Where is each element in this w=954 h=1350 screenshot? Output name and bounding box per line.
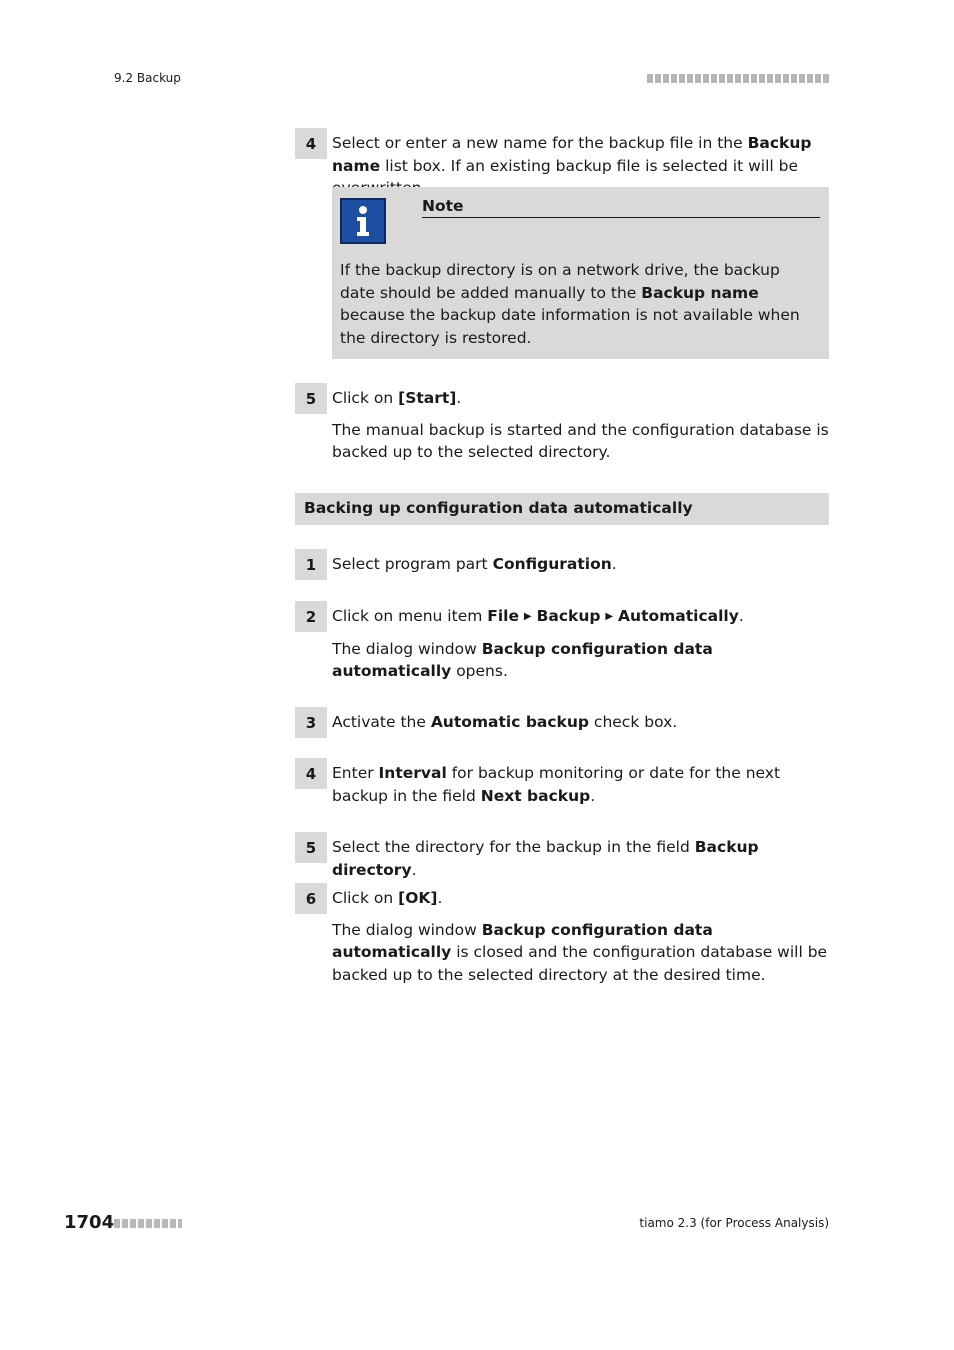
step-text [332, 387, 830, 464]
step-text [332, 836, 830, 881]
ui-term: Backup configuration data automatically [332, 639, 713, 680]
text: Click on [332, 889, 399, 907]
step-number: 2 [295, 601, 327, 632]
ui-term: Next backup [480, 786, 591, 805]
step-text [332, 762, 830, 807]
note-body [340, 259, 810, 349]
ui-term: Interval [378, 764, 447, 782]
footer-decoration [114, 1219, 182, 1228]
ui-term: Backup name [641, 283, 759, 302]
step-text [332, 887, 830, 986]
section-title: Backing up configuration data automatically [304, 499, 693, 517]
step-result: The manual backup is started and the configuration database is backed up to the selected directory. [332, 420, 829, 461]
step-number: 5 [295, 383, 327, 414]
text: list box. If an existing backup file is selected it will be [385, 156, 799, 175]
text: Enter [332, 764, 379, 782]
step-text [332, 605, 830, 683]
ui-term: Backup configuration data automatically [332, 920, 713, 961]
text: is closed and the configuration database will be backed up to the selected directory at the desired time. [332, 943, 828, 984]
menu-arrow-icon: ▶ [523, 611, 532, 622]
step-number: 4 [295, 128, 327, 159]
ui-term: Automatically [618, 607, 739, 625]
header-decoration [647, 74, 829, 83]
text: If the backup directory is on a network drive, the backup date should be added manually to the [340, 261, 780, 302]
text: . [437, 889, 443, 907]
ui-term: File [487, 607, 519, 625]
step-number: 5 [295, 832, 327, 863]
text: Click on menu item [332, 607, 488, 625]
step-text [332, 711, 830, 734]
page-number: 1704 [64, 1212, 115, 1233]
text: . [738, 607, 744, 625]
text: Activate the [332, 713, 431, 731]
note-box [332, 187, 829, 359]
text: . [590, 786, 596, 805]
info-icon [340, 198, 386, 244]
ui-term: Configuration [492, 555, 612, 573]
text: . [611, 555, 617, 573]
step-number: 1 [295, 549, 327, 580]
ui-term: [Start] [398, 389, 457, 407]
text: check box. [589, 713, 678, 731]
note-title: Note [422, 197, 820, 218]
product-name: tiamo 2.3 (for Process Analysis) [639, 1216, 829, 1230]
text: Click on [332, 389, 399, 407]
text: because the backup date information is not available when the directory is restored. [340, 306, 800, 347]
text: The dialog window [332, 920, 482, 939]
ui-term: Backup [536, 607, 601, 625]
ui-term: Automatic backup [430, 713, 589, 731]
ui-term: Backup name [332, 134, 812, 175]
text: Select or enter a new name for the backup file in the [332, 134, 748, 152]
text: . [411, 860, 417, 879]
menu-arrow-icon: ▶ [605, 611, 614, 622]
text: opens. [451, 662, 508, 680]
running-header-section: 9.2 Backup [114, 71, 181, 85]
text: Select program part [332, 555, 493, 573]
step-number: 4 [295, 758, 327, 789]
ui-term: Backup directory [332, 838, 759, 879]
text: The dialog window [332, 639, 482, 658]
text: . [456, 389, 462, 407]
section-heading [295, 493, 829, 525]
step-number: 3 [295, 707, 327, 738]
text: for backup monitoring or date for the next backup in the field [332, 764, 781, 805]
text: Select the directory for the backup in the field [332, 838, 695, 856]
step-text [332, 553, 830, 576]
ui-term: [OK] [398, 889, 438, 907]
step-number: 6 [295, 883, 327, 914]
